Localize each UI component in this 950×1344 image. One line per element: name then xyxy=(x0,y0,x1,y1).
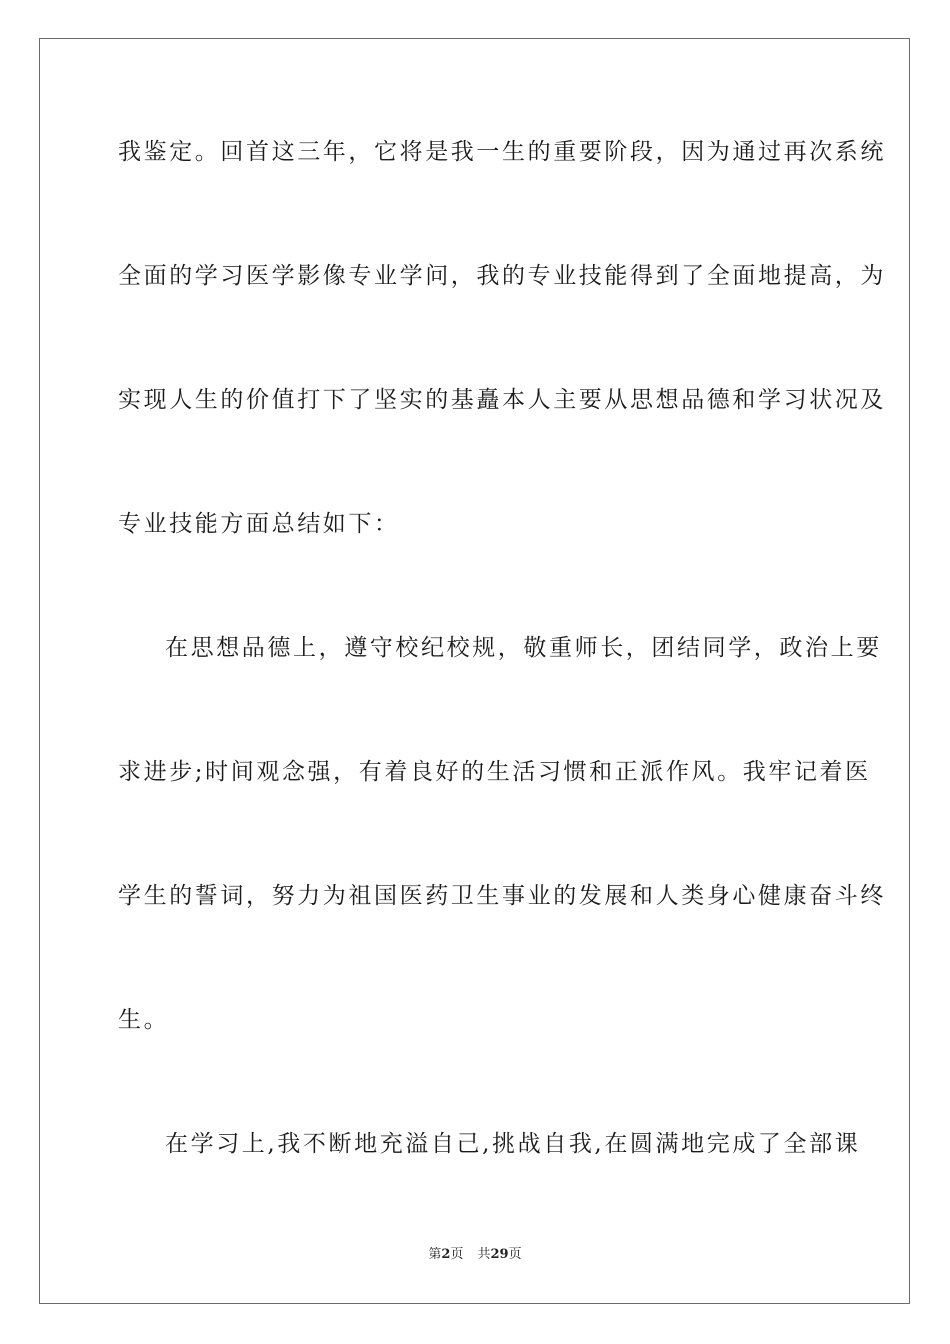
body-text-line-9: 在学习上,我不断地充溢自己,挑战自我,在圆满地完成了全部课 xyxy=(165,1131,861,1157)
page-footer xyxy=(0,1246,950,1264)
body-text-line-5: 在思想品德上，遵守校纪校规，敬重师长，团结同学，政治上要 xyxy=(165,635,882,661)
page-number: 2 xyxy=(441,1247,451,1262)
body-text-line-6: 求进步;时间观念强，有着良好的生活习惯和正派作风。我牢记着医 xyxy=(118,759,871,785)
body-text-line-8: 生。 xyxy=(118,1007,170,1033)
page-prefix: 第 xyxy=(428,1247,442,1262)
total-prefix: 共 xyxy=(477,1247,491,1262)
body-text-line-3: 实现人生的价值打下了坚实的基矗本人主要从思想品德和学习状况及 xyxy=(118,387,886,413)
body-text-line-2: 全面的学习医学影像专业学问，我的专业技能得到了全面地提高，为 xyxy=(118,263,886,289)
body-text-line-4: 专业技能方面总结如下： xyxy=(118,511,400,537)
total-pages: 29 xyxy=(490,1247,509,1262)
page-suffix: 页 xyxy=(450,1247,464,1262)
body-text-line-1: 我鉴定。回首这三年，它将是我一生的重要阶段，因为通过再次系统 xyxy=(118,139,886,165)
page-frame xyxy=(39,38,910,1304)
body-text-line-7: 学生的誓词，努力为祖国医药卫生事业的发展和人类身心健康奋斗终 xyxy=(118,883,886,909)
total-suffix: 页 xyxy=(508,1247,522,1262)
